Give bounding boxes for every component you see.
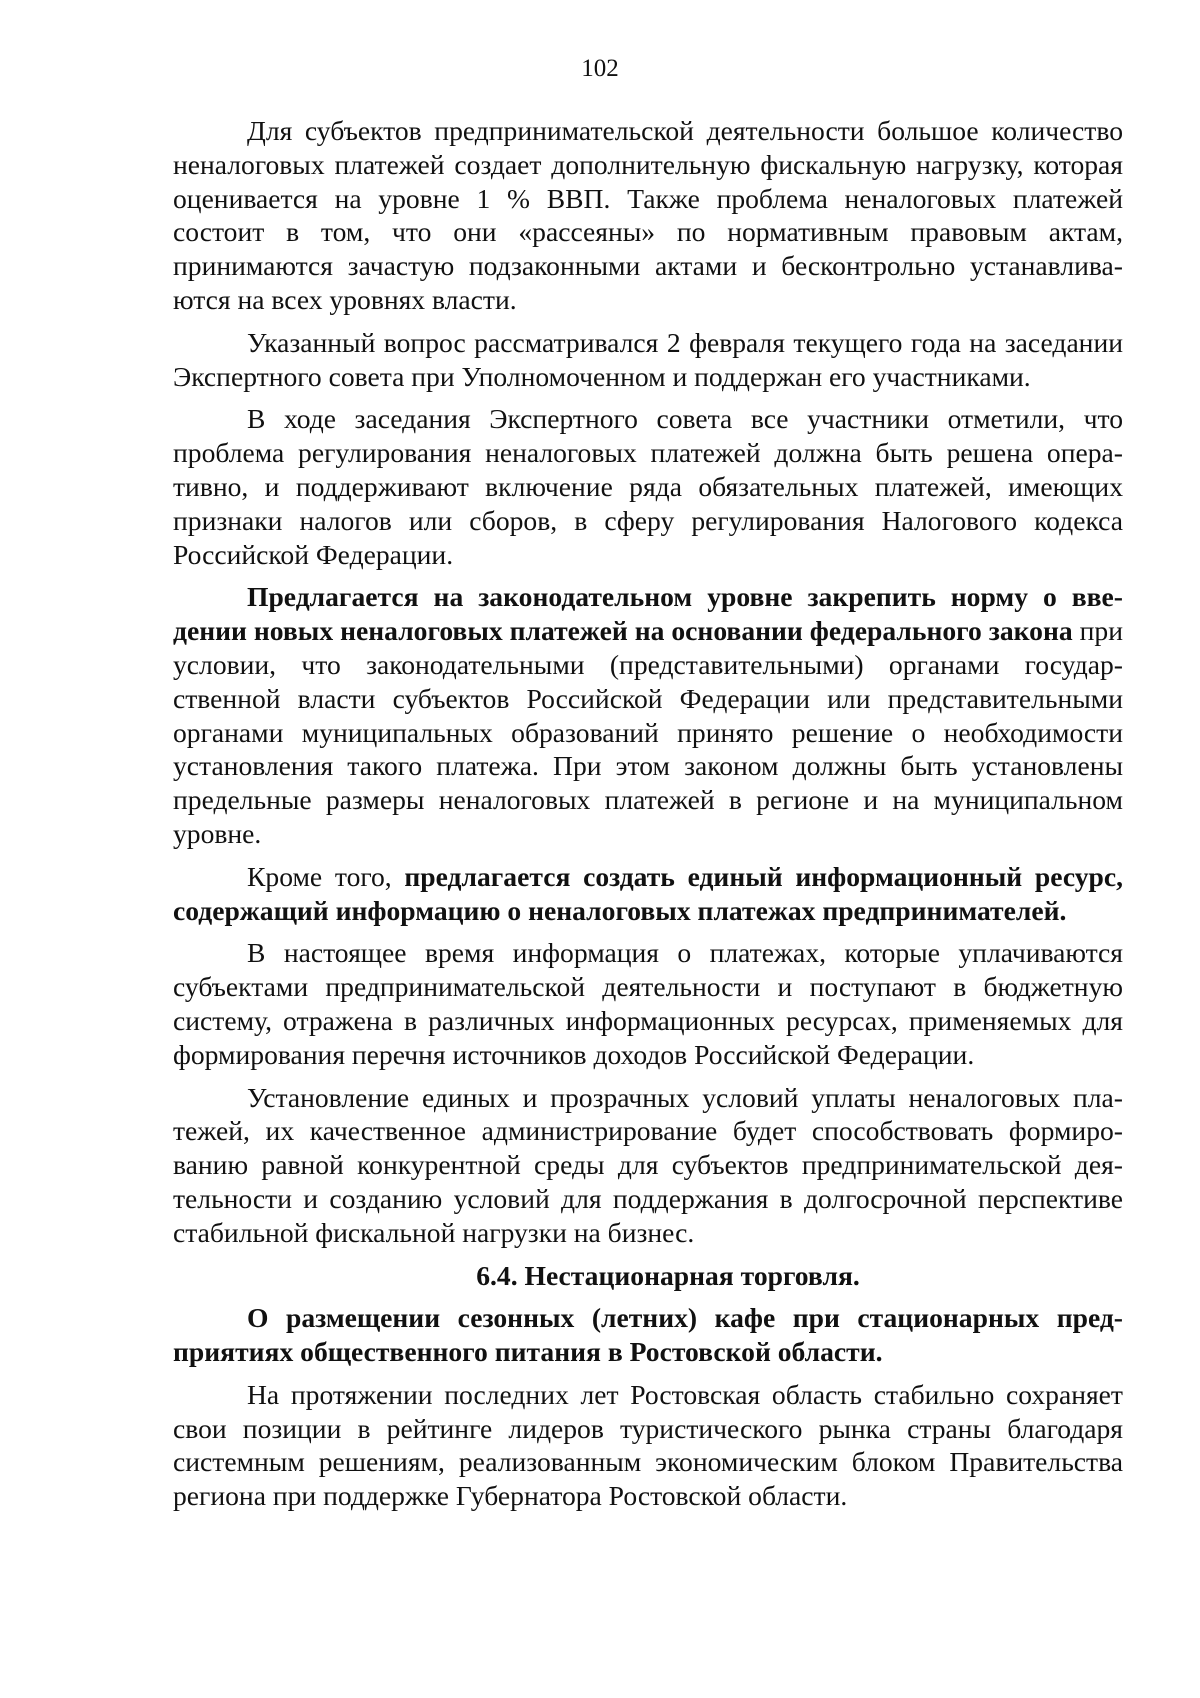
document-body [173,114,1123,1513]
page-number: 102 [581,55,619,82]
proposal-law-text: при условии, что законодательными (представительными) органами государственной власти субъектов Российской Федерации или представительными органами муниципальных образований принято решение о необходимости установления такого платежа. При этом законом должны быть установлены предельные размеры неналоговых платежей в регионе и на муниципальном уровне. [173,615,1124,849]
paragraph-council-meeting: В ходе заседания Экспертного совета все участники отметили, что проблема регулирования неналоговых платежей должна быть решена оперативно, и поддерживают включение ряда обязательных платежей, имеющих признаки налогов или сборов, в сферу регулирования Налогового кодекса Российской Федерации. [173,403,1123,570]
paragraph-rostov-tourism: На протяжении последних лет Ростовская область стабильно сохраняет свои позиции в рейтинге лидеров туристического рынка страны благодаря системным решениям, реализованным экономическим блоком Правительства региона при поддержке Губернатора Ростовской области. [173,1378,1123,1512]
section-heading: 6.4. Нестационарная торговля. [476,1259,860,1291]
proposal-law-bold: Предлагается на законодательном уровне закрепить норму о введении новых неналоговых платежей на основании федерального закона [173,581,1123,647]
paragraph-current-info: В настоящее время информация о платежах, которые уплачиваются субъектами предпринимательской деятельности и поступают в бюджетную систему, отражена в различных информационных ресурсах, применяемых для формирования перечня источников доходов Российской Федерации. [173,937,1123,1070]
paragraph-nontax-burden: Для субъектов предпринимательской деятельности большое количество неналоговых платежей создает дополнительную фискальную нагрузку, которая оценивается на уровне 1 % ВВП. Также проблема неналоговых платежей состоит в том, что они «рассеяны» по нормативным правовым актам, принимаются зачастую подзаконными актами и бесконтрольно устанавливаются на всех уровнях власти. [173,115,1123,315]
paragraph-uniform-conditions: Установление единых и прозрачных условий уплаты неналоговых платежей, их качественное администрирование будет способствовать формированию равной конкурентной среды для субъектов предпринимательской деятельности и созданию условий для поддержания в долгосрочной перспективе стабильной фискальной нагрузки на бизнес. [173,1081,1123,1248]
paragraph-proposal-law [173,580,1123,850]
proposal-resource-lead: Кроме того, [247,860,405,892]
subheading-seasonal-cafes: О размещении сезонных (летних) кафе при стационарных предприятиях общественного питания в Ростовской области. [173,1302,1123,1368]
paragraph-proposal-resource [173,860,1123,928]
paragraph-expert-council: Указанный вопрос рассматривался 2 февраля текущего года на заседании Экспертного совета при Уполномоченном и поддержан его участниками. [173,326,1123,392]
proposal-resource-bold: предлагается создать единый информационный ресурс, содержащий информацию о неналоговых платежах предпринимателей. [173,860,1123,926]
